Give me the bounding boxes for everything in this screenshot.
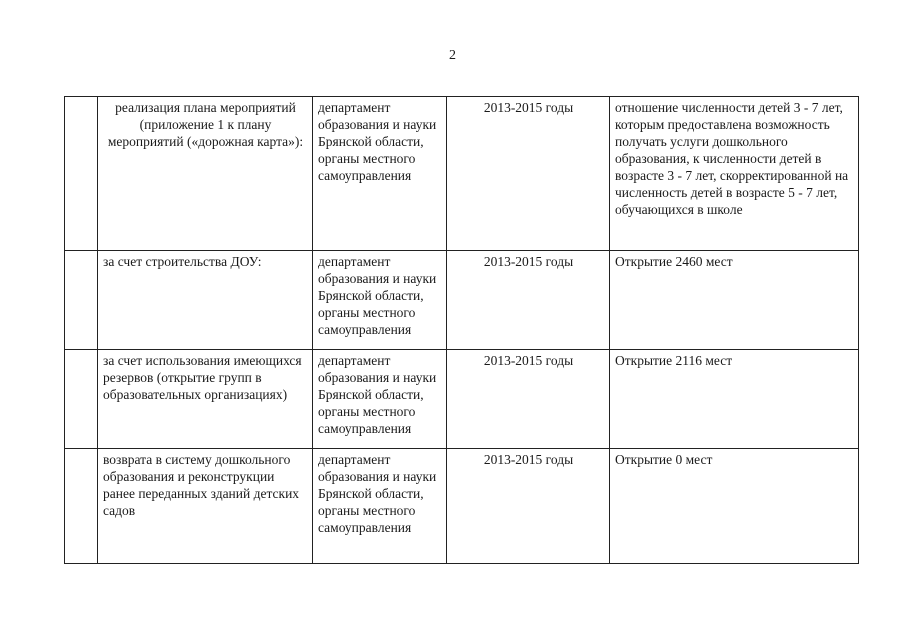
term-cell: 2013-2015 годы	[447, 350, 610, 449]
page-number: 2	[449, 48, 456, 63]
row-number-cell	[65, 97, 98, 251]
indicator-cell: Открытие 2116 мест	[610, 350, 859, 449]
term-cell: 2013-2015 годы	[447, 97, 610, 251]
executor-cell: департамент образования и науки Брянской области, органы местного самоуправления	[313, 449, 447, 564]
executor-cell: департамент образования и науки Брянской области, органы местного самоуправления	[313, 251, 447, 350]
term-cell: 2013-2015 годы	[447, 449, 610, 564]
executor-cell: департамент образования и науки Брянской области, органы местного самоуправления	[313, 350, 447, 449]
term-cell: 2013-2015 годы	[447, 251, 610, 350]
activity-cell: за счет использования имеющихся резервов (открытие групп в образовательных организациях)	[98, 350, 313, 449]
activity-cell: возврата в систему дошкольного образования и реконструкции ранее переданных зданий детских садов	[98, 449, 313, 564]
table-row	[65, 449, 859, 564]
row-number-cell	[65, 350, 98, 449]
table-row	[65, 350, 859, 449]
table-row	[65, 97, 859, 251]
executor-cell: департамент образования и науки Брянской области, органы местного самоуправления	[313, 97, 447, 251]
roadmap-table	[64, 96, 859, 564]
indicator-cell: Открытие 2460 мест	[610, 251, 859, 350]
row-number-cell	[65, 251, 98, 350]
indicator-cell: отношение численности детей 3 - 7 лет, которым предоставлена возможность получать услуги дошкольного образования, к численности детей в возрасте 3 - 7 лет, скорректированной на численность детей в возрасте 5 - 7 лет, обучающихся в школе	[610, 97, 859, 251]
row-number-cell	[65, 449, 98, 564]
table-row	[65, 251, 859, 350]
activity-cell: реализация плана мероприятий (приложение 1 к плану мероприятий («дорожная карта»):	[98, 97, 313, 251]
indicator-cell: Открытие 0 мест	[610, 449, 859, 564]
activity-cell: за счет строительства ДОУ:	[98, 251, 313, 350]
